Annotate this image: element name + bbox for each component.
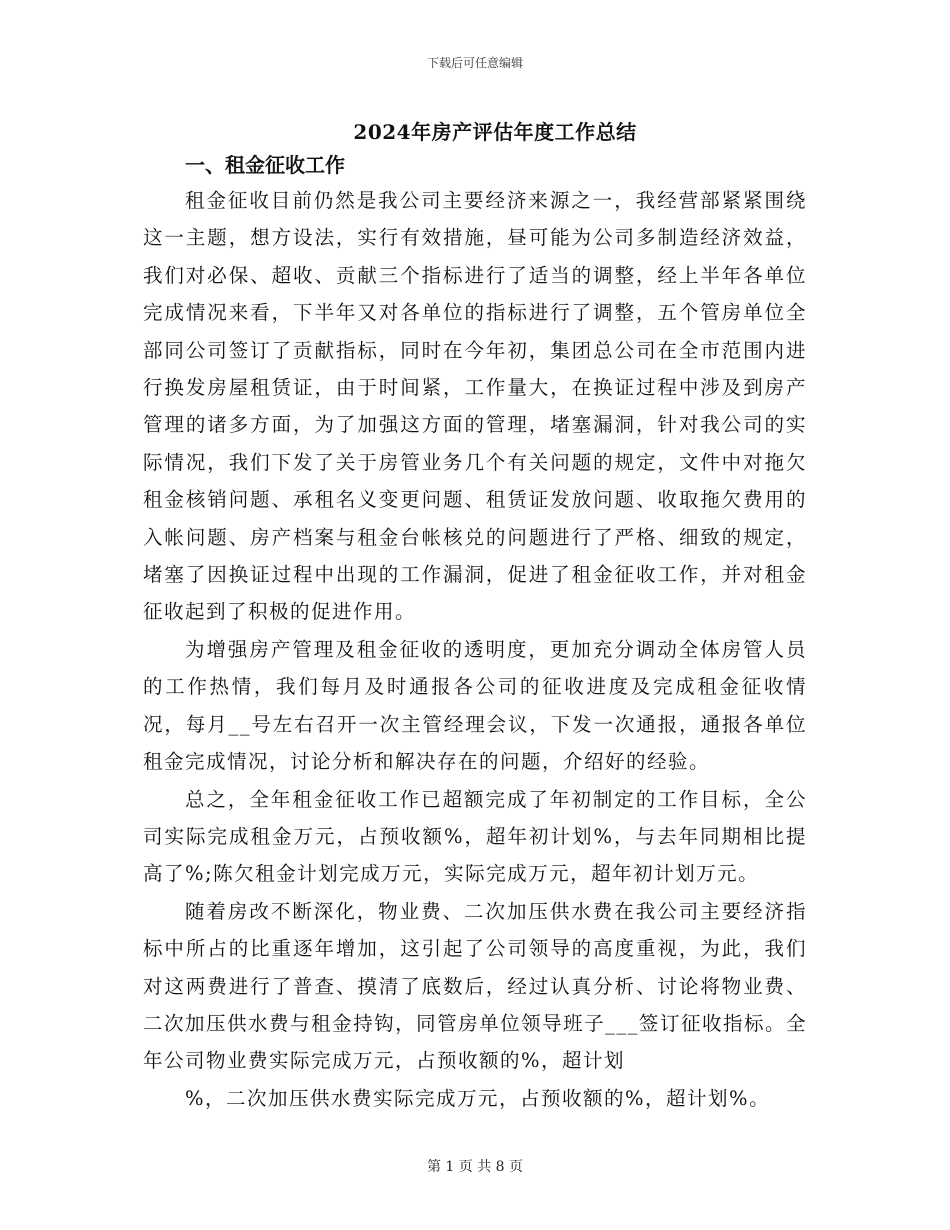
document-title: 2024年房产评估年度工作总结: [353, 120, 637, 144]
section-heading: 一、租金征收工作: [185, 153, 345, 177]
paragraph-summary: 总之，全年租金征收工作已超额完成了年初制定的工作目标，全公司实际完成租金万元，占预收额%，超年初计划%，与去年同期相比提高了%;陈欠租金计划完成万元，实际完成万元，超年初计划万元。: [143, 787, 807, 886]
page-number: 第 1 页 共 8 页: [426, 1159, 524, 1175]
paragraph-rent-collection: 租金征收目前仍然是我公司主要经济来源之一，我经营部紧紧围绕这一主题，想方设法，实行有效措施，昼可能为公司多制造经济效益，我们对必保、超收、贡献三个指标进行了适当的调整，经上半年各单位完成情况来看，下半年又对各单位的指标进行了调整，五个管房单位全部同公司签订了贡献指标，同时在今年初，集团总公司在全市范围内进行换发房屋租赁证，由于时间紧，工作量大，在换证过程中涉及到房产管理的诸多方面，为了加强这方面的管理，堵塞漏洞，针对我公司的实际情况，我们下发了关于房管业务几个有关问题的规定，文件中对拖欠租金核销问题、承租名义变更问题、租赁证发放问题、收取拖欠费用的入帐问题、房产档案与租金台帐核兑的问题进行了严格、细致的规定，堵塞了因换证过程中出现的工作漏洞，促进了租金征收工作，并对租金征收起到了积极的促进作用。: [143, 189, 807, 624]
paragraph-property-fees: 随着房改不断深化，物业费、二次加压供水费在我公司主要经济指标中所占的比重逐年增加，这引起了公司领导的高度重视，为此，我们对这两费进行了普查、摸清了底数后，经过认真分析、讨论将物业费、二次加压供水费与租金持钩，同管房单位领导班子___签订征收指标。全年公司物业费实际完成万元，占预收额的%，超计划: [143, 899, 807, 1073]
document-body: [143, 148, 807, 1117]
header-note: 下载后可任意编辑: [426, 56, 523, 70]
paragraph-transparency: 为增强房产管理及租金征收的透明度，更加充分调动全体房管人员的工作热情，我们每月及时通报各公司的征收进度及完成租金征收情况，每月__号左右召开一次主管经理会议，下发一次通报，通报各单位租金完成情况，讨论分析和解决存在的问题，介绍好的经验。: [143, 637, 807, 774]
paragraph-water-fees: %，二次加压供水费实际完成万元，占预收额的%，超计划%。: [185, 1086, 771, 1110]
